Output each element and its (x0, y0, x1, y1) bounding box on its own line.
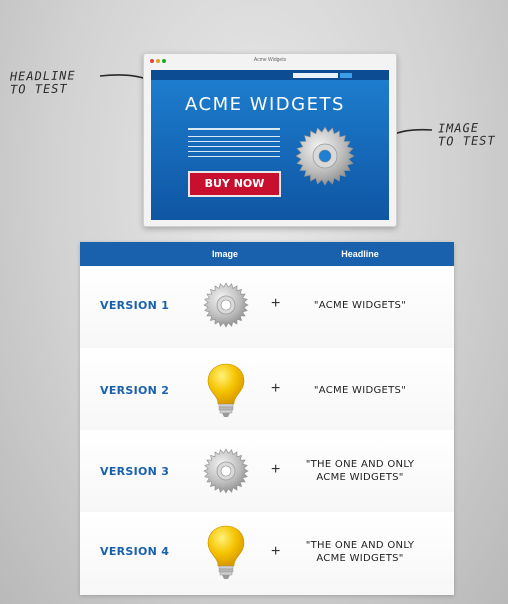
gear-hole (221, 300, 231, 310)
gear-icon (203, 448, 249, 499)
gear-hole (319, 150, 331, 162)
browser-window-title: Acme Widgets (253, 57, 287, 63)
bulb-base (219, 566, 233, 569)
body-text-line (188, 146, 280, 147)
plus-sign: + (271, 461, 281, 478)
table-row (80, 512, 454, 595)
headline-to-test-annotation: HEADLINE TO TEST (9, 68, 76, 97)
bulb-base (220, 410, 232, 413)
landing-headline: ACME WIDGETS (185, 94, 345, 115)
table-header (80, 242, 454, 266)
body-text-line (188, 128, 280, 130)
headline-column-header: Headline (341, 249, 379, 259)
bulb-glass (208, 364, 244, 404)
search-button[interactable] (340, 73, 352, 78)
gear-icon (203, 282, 249, 333)
headline-text: "ACME WIDGETS" (313, 300, 407, 311)
ab-test-versions-table (80, 242, 454, 595)
lightbulb-icon (206, 524, 246, 587)
headline-text: "THE ONE AND ONLY ACME WIDGETS" (305, 540, 415, 564)
version-label: VERSION 1 (100, 299, 170, 312)
body-text-line (188, 156, 280, 157)
table-row (80, 266, 454, 349)
lightbulb-icon (206, 362, 246, 425)
plus-sign: + (271, 380, 281, 397)
bulb-base (220, 572, 232, 575)
bulb-base (219, 404, 233, 407)
table-row (80, 348, 454, 431)
bulb-base (219, 569, 233, 572)
headline-text: "THE ONE AND ONLY ACME WIDGETS" (305, 459, 415, 483)
version-label: VERSION 3 (100, 465, 170, 478)
gear-icon (294, 125, 356, 192)
table-row (80, 430, 454, 513)
search-input[interactable] (293, 73, 338, 78)
bulb-tip (222, 413, 230, 417)
image-column-header: Image (211, 249, 238, 259)
body-text-line (188, 141, 280, 142)
bulb-glass (208, 526, 244, 566)
bulb-base (219, 407, 233, 410)
bulb-tip (222, 575, 230, 579)
browser-title-bar (144, 54, 396, 68)
image-to-test-annotation: IMAGE TO TEST (437, 120, 496, 149)
buy-now-button[interactable]: BUY NOW (188, 171, 281, 197)
body-text-line (188, 151, 280, 152)
body-text-line (188, 136, 280, 137)
plus-sign: + (271, 295, 281, 312)
plus-sign: + (271, 543, 281, 560)
gear-hole (221, 466, 231, 476)
version-label: VERSION 2 (100, 384, 170, 397)
landing-page-preview (151, 70, 389, 220)
version-label: VERSION 4 (100, 545, 170, 558)
browser-mockup (143, 53, 397, 227)
headline-text: "ACME WIDGETS" (313, 385, 407, 396)
landing-page-nav-bar (151, 70, 389, 80)
